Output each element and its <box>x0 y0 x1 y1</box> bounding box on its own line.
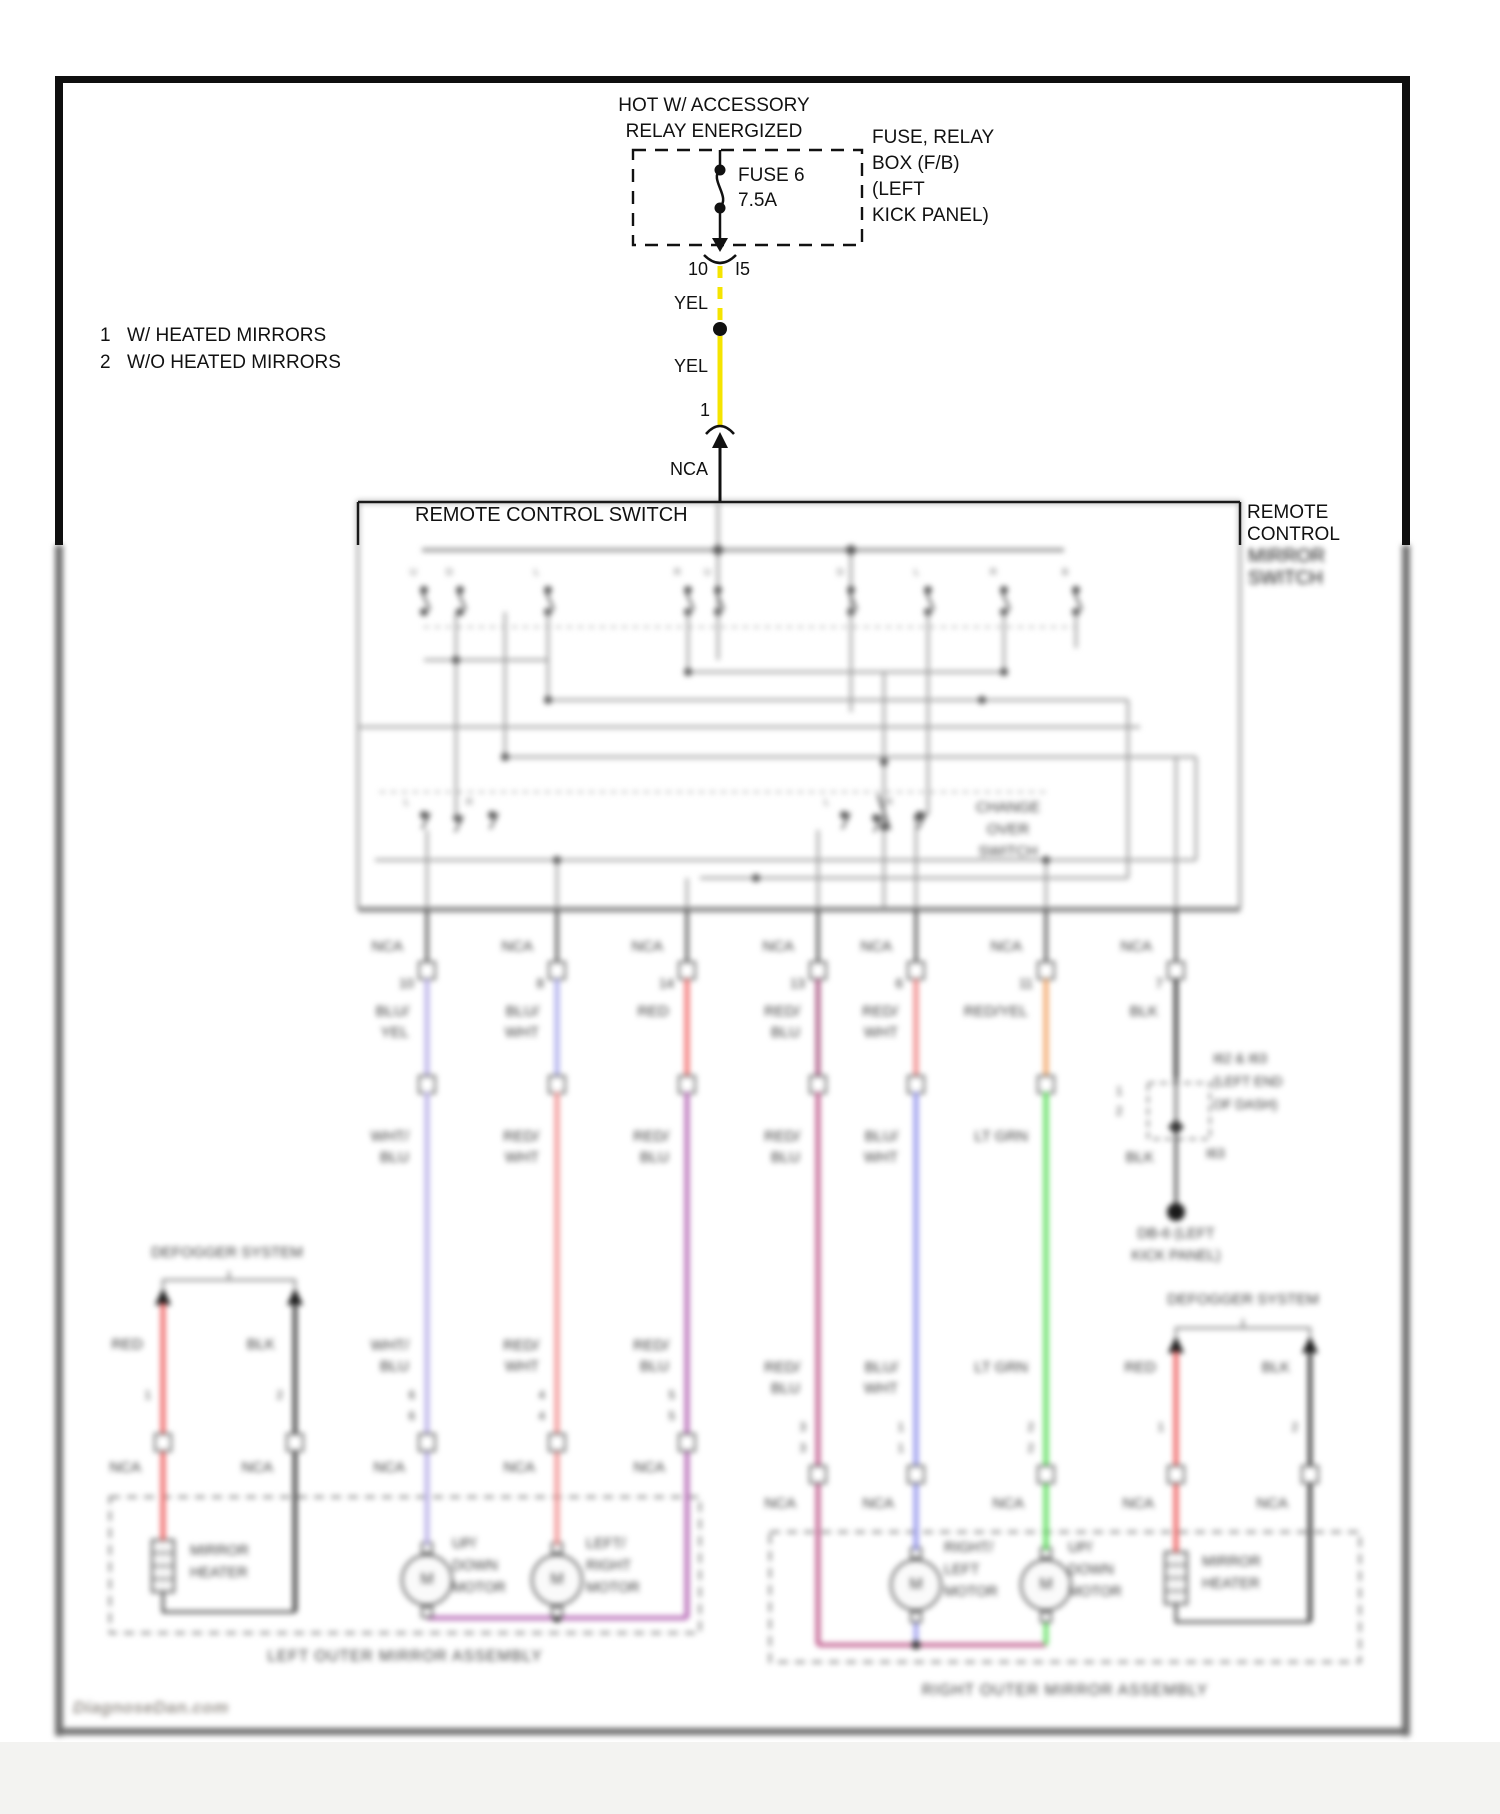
right-motor2-label-line3: MOTOR <box>1068 1584 1122 1600</box>
defogger-right-title: DEFOGGER SYSTEM <box>1167 1291 1319 1308</box>
variant-pin: 6 <box>408 1411 415 1423</box>
wire-color-label: BLU <box>379 1358 409 1375</box>
wire-color-label: LT GRN <box>974 1128 1028 1145</box>
switch-contact-label: L <box>914 567 920 578</box>
connector-symbol <box>704 255 736 263</box>
switch-contact-label: U <box>704 567 711 578</box>
wire-color-label: BLU <box>639 1149 669 1166</box>
junction-variant-note1: 1 <box>1116 1086 1123 1098</box>
variant-pin: 2 <box>276 1390 283 1402</box>
right-heater-label-line1: MIRROR <box>1202 1554 1261 1570</box>
wire-nca-label: NCA <box>862 1495 894 1512</box>
variant-pin: 1 <box>1157 1422 1164 1434</box>
switch-side-label-line3: MIRROR <box>1248 546 1326 567</box>
switch-contact-label: U <box>410 567 417 578</box>
wire-color-label: BLU <box>770 1024 800 1041</box>
variant-pin: 3 <box>799 1443 806 1455</box>
wire-color-label: WHT <box>504 1024 539 1041</box>
hot-label-line1: HOT W/ ACCESSORY <box>618 95 810 116</box>
variant-pin: 1 <box>897 1422 904 1434</box>
watermark-text: DiagnoseDan.com <box>73 1698 229 1717</box>
changeover-label-line2: OVER <box>986 821 1030 838</box>
note1-text: W/ HEATED MIRRORS <box>127 325 327 346</box>
wire-nca-label: NCA <box>503 1459 535 1476</box>
pin-number: 13 <box>789 976 805 991</box>
wire-nca-label: NCA <box>1256 1495 1288 1512</box>
wire-color-label: BLU/ <box>864 1128 898 1145</box>
switch-contact-label: R <box>674 567 681 578</box>
wire-color-label: RED/ <box>633 1337 669 1354</box>
wire-color-label-yel-1: YEL <box>673 293 708 313</box>
wire-nca-label: NCA <box>373 1459 405 1476</box>
pin-number: 6 <box>895 976 903 991</box>
wire-color-label: LT GRN <box>974 1359 1028 1376</box>
wire-nca-label: NCA <box>109 1459 141 1476</box>
left-assembly-title: LEFT OUTER MIRROR ASSEMBLY <box>267 1648 543 1665</box>
note2-number: 2 <box>100 352 111 373</box>
right-motor2-label-line1: UP/ <box>1068 1540 1093 1556</box>
motor-letter: M <box>550 1571 564 1588</box>
wire-color-label: BLK <box>1129 1003 1158 1020</box>
wire-color-label: RED/YEL <box>963 1003 1028 1020</box>
wire-color-label: BLU <box>639 1358 669 1375</box>
junction-label-line3: OF DASH) <box>1213 1097 1278 1112</box>
wire-color-label: BLU <box>379 1149 409 1166</box>
wire-color-label: WHT <box>504 1358 539 1375</box>
wire-nca-label: NCA <box>371 938 403 955</box>
left-motor1-label-line2: DOWN <box>452 1558 498 1574</box>
pin-number: 11 <box>1018 976 1033 991</box>
pin-number: 10 <box>398 976 414 991</box>
variant-pin: 5 <box>668 1411 675 1423</box>
fuse-box-label-line1: FUSE, RELAY <box>872 127 995 148</box>
nca-wire <box>706 426 734 502</box>
fuse-rating-label: 7.5A <box>738 190 778 211</box>
fuse-box-label-line4: KICK PANEL) <box>872 205 989 226</box>
wire-color-label: BLU/ <box>375 1003 409 1020</box>
right-heater-label-line2: HEATER <box>1202 1576 1260 1592</box>
right-motor1-label-line1: RIGHT/ <box>944 1540 994 1556</box>
wire-nca-label: NCA <box>241 1459 273 1476</box>
junction-label-line1: I62 & I63 <box>1213 1051 1268 1066</box>
wire-color-label: RED/ <box>862 1003 898 1020</box>
fuse-box-label-line2: BOX (F/B) <box>872 153 960 174</box>
wire-nca-label: NCA <box>633 1459 665 1476</box>
wire-color-label: BLU <box>770 1380 800 1397</box>
switch-side-label-line2: CONTROL <box>1247 524 1340 545</box>
motor-letter: M <box>420 1571 434 1588</box>
wire-color-label: BLK <box>1261 1359 1290 1376</box>
left-motor1-label-line3: MOTOR <box>452 1580 506 1596</box>
wire-color-label: RED/ <box>764 1359 800 1376</box>
right-assembly-title: RIGHT OUTER MIRROR ASSEMBLY <box>921 1682 1209 1699</box>
switch-title: REMOTE CONTROL SWITCH <box>415 504 688 526</box>
wire-color-label: YEL <box>380 1024 409 1041</box>
splice-pin-number: 1 <box>699 400 710 420</box>
fuse-name-label: FUSE 6 <box>738 165 805 186</box>
page-bottom-margin <box>0 1742 1500 1814</box>
switch-contact-label: R <box>990 567 997 578</box>
junction-variant-note2: 2 <box>1116 1106 1123 1118</box>
switch-contact-label: D <box>837 567 844 578</box>
wire-color-label: RED <box>111 1336 143 1353</box>
wire-color-label: WHT/ <box>370 1128 409 1145</box>
note1-number: 1 <box>100 325 111 346</box>
wire-color-label: RED <box>1124 1359 1156 1376</box>
wire-nca-label: NCA <box>990 938 1022 955</box>
motor-letter: M <box>909 1576 923 1593</box>
switch-contact-label: L <box>824 797 830 808</box>
variant-pin: 6 <box>408 1390 415 1402</box>
variant-pin: 4 <box>538 1411 545 1423</box>
switch-contact-label: B <box>1062 567 1069 578</box>
wire-color-label: RED/ <box>764 1003 800 1020</box>
wire-color-label: WHT <box>863 1149 898 1166</box>
wire-color-label: RED/ <box>503 1128 539 1145</box>
wire-color-label: RED/ <box>764 1128 800 1145</box>
wire-nca-label: NCA <box>860 938 892 955</box>
switch-contact-label: L <box>534 567 540 578</box>
junction-label-line2: (LEFT END <box>1213 1074 1283 1089</box>
wire-color-label: BLK <box>1125 1149 1154 1166</box>
wire-nca-label: NCA <box>1122 1495 1154 1512</box>
wire-color-label-yel-2: YEL <box>673 356 708 376</box>
switch-contact-label: R <box>886 797 893 808</box>
pin-number: 14 <box>658 976 674 991</box>
arrow-up-icon <box>712 432 728 448</box>
fuse-box-label-line3: (LEFT <box>872 179 925 200</box>
variant-pin: 2 <box>1027 1422 1034 1434</box>
wire-color-label: RED/ <box>503 1337 539 1354</box>
variant-pin: 1 <box>144 1390 151 1402</box>
pin-number: 7 <box>1155 976 1163 991</box>
ground-label-line2: KICK PANEL) <box>1131 1248 1221 1264</box>
fuse-pin-number: 10 <box>687 259 708 279</box>
changeover-label-line3: SWITCH <box>978 843 1038 860</box>
defogger-left-title: DEFOGGER SYSTEM <box>151 1244 303 1261</box>
left-motor1-label-line1: UP/ <box>452 1536 477 1552</box>
left-heater-label-line1: MIRROR <box>190 1543 249 1559</box>
variant-pin: 4 <box>538 1390 545 1402</box>
wire-nca-label: NCA <box>669 459 708 479</box>
wire-nca-label: NCA <box>992 1495 1024 1512</box>
changeover-label-line1: CHANGE <box>975 799 1041 816</box>
variant-pin: 2 <box>1027 1443 1034 1455</box>
hot-label-line2: RELAY ENERGIZED <box>625 121 803 142</box>
note2-text: W/O HEATED MIRRORS <box>127 352 341 373</box>
switch-contact-label: R <box>466 797 473 808</box>
switch-side-label-line4: SWITCH <box>1248 568 1323 589</box>
wire-color-label: BLU/ <box>505 1003 539 1020</box>
wire-color-label: WHT/ <box>370 1337 409 1354</box>
wire-nca-label: NCA <box>764 1495 796 1512</box>
wire-color-label: WHT <box>504 1149 539 1166</box>
wire-nca-label: NCA <box>762 938 794 955</box>
right-motor1-label-line3: MOTOR <box>944 1584 998 1600</box>
left-heater-label-line2: HEATER <box>190 1565 248 1581</box>
switch-side-label-line1: REMOTE <box>1247 502 1329 523</box>
variant-pin: 2 <box>1291 1422 1298 1434</box>
left-motor2-label-line3: MOTOR <box>586 1580 640 1596</box>
wire-color-label: RED <box>637 1003 669 1020</box>
fuse-element-symbol <box>717 170 723 207</box>
right-motor2-label-line2: DOWN <box>1068 1562 1114 1578</box>
right-motor1-label-line2: LEFT <box>944 1562 980 1578</box>
wire-color-label: BLK <box>246 1336 275 1353</box>
switch-contact-label: D <box>446 567 453 578</box>
yellow-wire <box>713 266 727 425</box>
wire-color-label: BLU/ <box>864 1359 898 1376</box>
motor-letter: M <box>1039 1576 1053 1593</box>
splice-dot <box>713 322 727 336</box>
variant-pin: 3 <box>799 1422 806 1434</box>
left-motor2-label-line2: RIGHT <box>586 1558 632 1574</box>
wire-color-label: BLU <box>770 1149 800 1166</box>
connector-id-label: I5 <box>735 259 751 279</box>
wire-nca-label: NCA <box>1120 938 1152 955</box>
variant-pin: 5 <box>668 1390 675 1402</box>
wire-color-label: RED/ <box>633 1128 669 1145</box>
wire-nca-label: NCA <box>501 938 533 955</box>
ground-label-line1: DB-6 (LEFT <box>1137 1226 1215 1242</box>
wire-color-label: WHT <box>863 1024 898 1041</box>
variant-pin: 1 <box>897 1443 904 1455</box>
pin-number: 8 <box>536 976 544 991</box>
wire-nca-label: NCA <box>631 938 663 955</box>
junction-bottom-id: I63 <box>1206 1146 1225 1161</box>
switch-contact-label: L <box>404 797 410 808</box>
wire-color-label: WHT <box>863 1380 898 1397</box>
left-motor2-label-line1: LEFT/ <box>586 1536 626 1552</box>
